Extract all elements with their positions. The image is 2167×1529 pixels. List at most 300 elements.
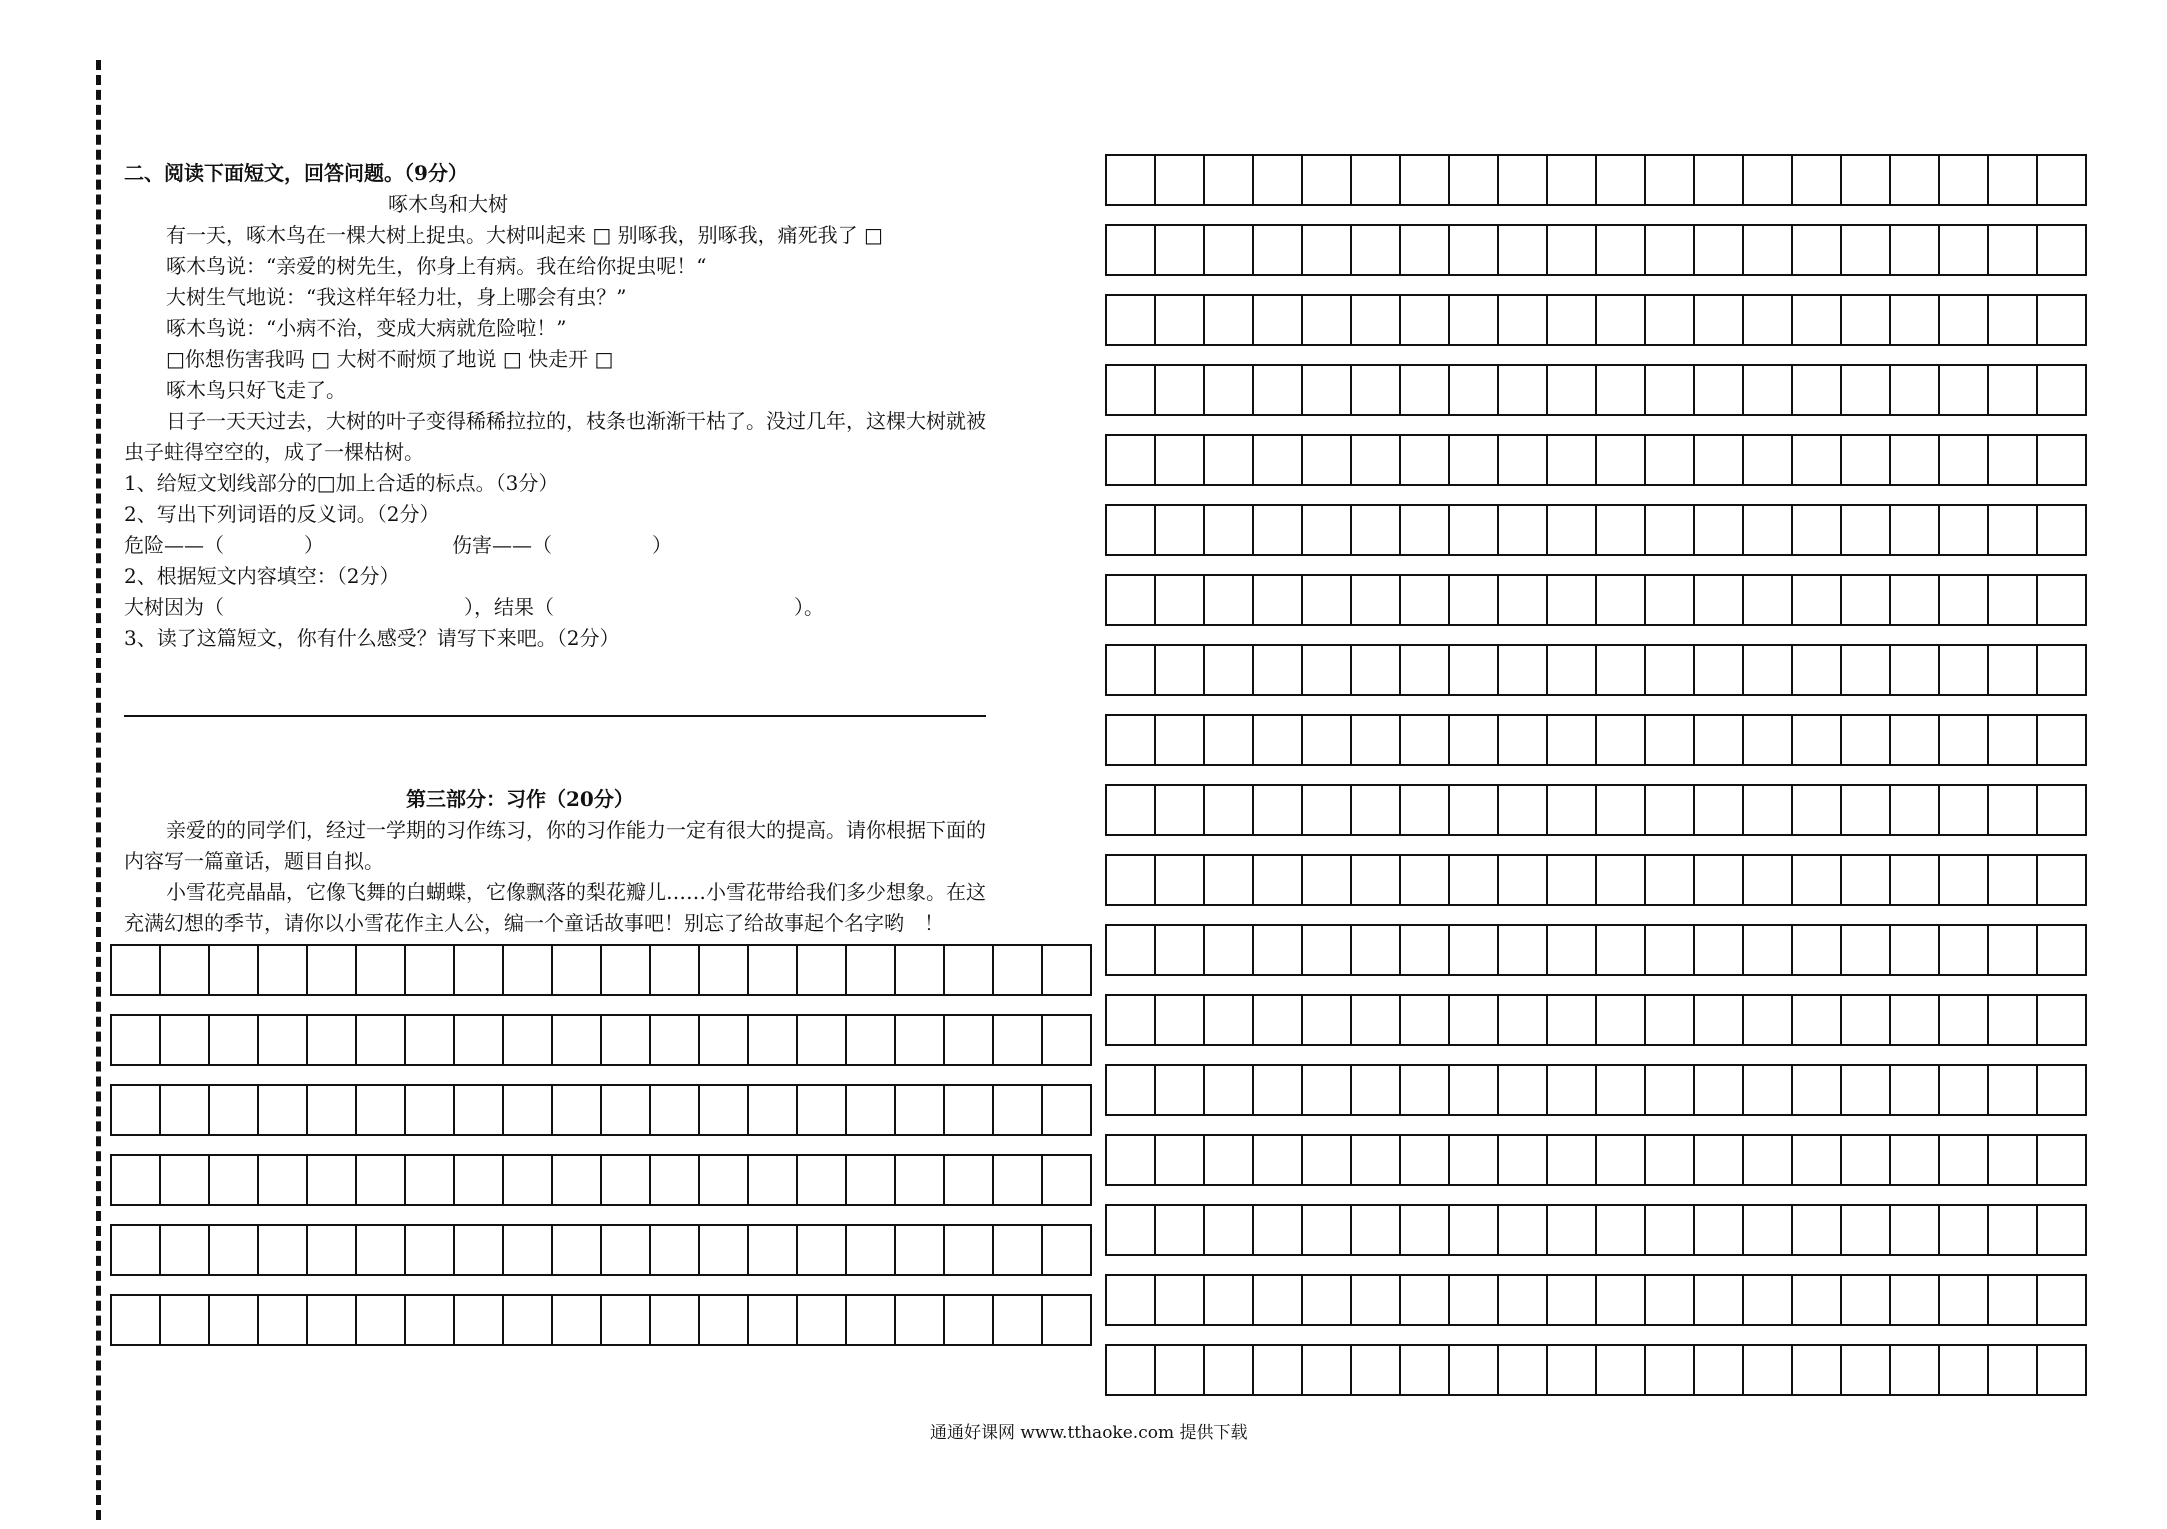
writing-cell[interactable]: [1252, 856, 1301, 904]
writing-cell[interactable]: [1107, 156, 1154, 204]
writing-cell[interactable]: [1497, 1206, 1546, 1254]
writing-cell[interactable]: [1840, 646, 1889, 694]
writing-cell[interactable]: [1644, 996, 1693, 1044]
writing-cell[interactable]: [1546, 1346, 1595, 1394]
writing-cell[interactable]: [1644, 716, 1693, 764]
writing-cell[interactable]: [1203, 576, 1252, 624]
writing-cell[interactable]: [698, 946, 747, 994]
writing-cell[interactable]: [1154, 226, 1203, 274]
writing-cell[interactable]: [1350, 646, 1399, 694]
writing-cell[interactable]: [1203, 1136, 1252, 1184]
writing-cell[interactable]: [1644, 856, 1693, 904]
writing-cell[interactable]: [257, 1016, 306, 1064]
writing-cell[interactable]: [1889, 436, 1938, 484]
writing-cell[interactable]: [404, 1156, 453, 1204]
writing-cell[interactable]: [1889, 926, 1938, 974]
writing-cell[interactable]: [698, 1156, 747, 1204]
writing-cell[interactable]: [1987, 1136, 2036, 1184]
writing-cell[interactable]: [112, 1296, 159, 1344]
writing-cell[interactable]: [1840, 366, 1889, 414]
writing-cell[interactable]: [1497, 436, 1546, 484]
writing-cell[interactable]: [1938, 156, 1987, 204]
writing-cell[interactable]: [1350, 506, 1399, 554]
writing-cell[interactable]: [1154, 856, 1203, 904]
writing-cell[interactable]: [992, 1226, 1041, 1274]
writing-cell[interactable]: [1840, 576, 1889, 624]
writing-cell[interactable]: [1987, 856, 2036, 904]
writing-cell[interactable]: [1889, 646, 1938, 694]
writing-cell[interactable]: [1154, 926, 1203, 974]
writing-cell[interactable]: [894, 1226, 943, 1274]
writing-cell[interactable]: [502, 946, 551, 994]
writing-cell[interactable]: [1840, 856, 1889, 904]
writing-cell[interactable]: [1497, 1346, 1546, 1394]
writing-cell[interactable]: [1938, 1276, 1987, 1324]
writing-cell[interactable]: [1644, 436, 1693, 484]
writing-cell[interactable]: [1840, 436, 1889, 484]
writing-cell[interactable]: [1693, 716, 1742, 764]
writing-cell[interactable]: [1742, 926, 1791, 974]
writing-cell[interactable]: [1644, 296, 1693, 344]
writing-cell[interactable]: [894, 1016, 943, 1064]
writing-cell[interactable]: [1987, 296, 2036, 344]
writing-cell[interactable]: [1840, 1276, 1889, 1324]
writing-cell[interactable]: [1546, 156, 1595, 204]
writing-cell[interactable]: [1840, 156, 1889, 204]
writing-cell[interactable]: [2036, 856, 2085, 904]
writing-cell[interactable]: [1595, 506, 1644, 554]
writing-cell[interactable]: [1497, 576, 1546, 624]
writing-cell[interactable]: [1742, 1136, 1791, 1184]
writing-cell[interactable]: [1987, 786, 2036, 834]
writing-cell[interactable]: [1399, 1276, 1448, 1324]
writing-cell[interactable]: [1497, 926, 1546, 974]
writing-cell[interactable]: [1546, 506, 1595, 554]
writing-cell[interactable]: [1448, 1276, 1497, 1324]
writing-cell[interactable]: [208, 946, 257, 994]
writing-cell[interactable]: [453, 946, 502, 994]
writing-cell[interactable]: [894, 1086, 943, 1134]
writing-cell[interactable]: [1791, 226, 1840, 274]
writing-cell[interactable]: [796, 1016, 845, 1064]
writing-cell[interactable]: [649, 1086, 698, 1134]
writing-cell[interactable]: [1252, 506, 1301, 554]
writing-cell[interactable]: [112, 946, 159, 994]
writing-cell[interactable]: [1350, 366, 1399, 414]
writing-cell[interactable]: [1693, 296, 1742, 344]
writing-cell[interactable]: [1448, 156, 1497, 204]
writing-cell[interactable]: [649, 1226, 698, 1274]
writing-cell[interactable]: [1448, 646, 1497, 694]
writing-cell[interactable]: [698, 1016, 747, 1064]
writing-cell[interactable]: [1107, 1206, 1154, 1254]
writing-cell[interactable]: [1107, 856, 1154, 904]
writing-cell[interactable]: [1889, 506, 1938, 554]
writing-cell[interactable]: [1595, 1066, 1644, 1114]
writing-cell[interactable]: [1644, 156, 1693, 204]
writing-cell[interactable]: [404, 946, 453, 994]
writing-cell[interactable]: [1791, 436, 1840, 484]
writing-cell[interactable]: [1350, 436, 1399, 484]
writing-cell[interactable]: [845, 1086, 894, 1134]
writing-cell[interactable]: [1889, 716, 1938, 764]
writing-cell[interactable]: [1595, 926, 1644, 974]
writing-cell[interactable]: [1595, 156, 1644, 204]
writing-cell[interactable]: [1693, 856, 1742, 904]
writing-cell[interactable]: [2036, 576, 2085, 624]
writing-cell[interactable]: [1497, 646, 1546, 694]
writing-cell[interactable]: [649, 1016, 698, 1064]
writing-cell[interactable]: [257, 1296, 306, 1344]
writing-cell[interactable]: [1448, 1066, 1497, 1114]
writing-cell[interactable]: [404, 1226, 453, 1274]
writing-cell[interactable]: [1252, 576, 1301, 624]
writing-cell[interactable]: [1742, 436, 1791, 484]
writing-cell[interactable]: [1107, 436, 1154, 484]
writing-cell[interactable]: [159, 1156, 208, 1204]
writing-cell[interactable]: [1791, 1066, 1840, 1114]
writing-cell[interactable]: [1203, 366, 1252, 414]
writing-cell[interactable]: [1791, 786, 1840, 834]
writing-cell[interactable]: [1889, 1066, 1938, 1114]
writing-cell[interactable]: [943, 1156, 992, 1204]
writing-cell[interactable]: [1742, 996, 1791, 1044]
writing-cell[interactable]: [1107, 1276, 1154, 1324]
writing-cell[interactable]: [943, 1086, 992, 1134]
writing-cell[interactable]: [1497, 506, 1546, 554]
writing-cell[interactable]: [1350, 1346, 1399, 1394]
writing-cell[interactable]: [1693, 1136, 1742, 1184]
writing-cell[interactable]: [894, 1296, 943, 1344]
writing-cell[interactable]: [1889, 366, 1938, 414]
writing-cell[interactable]: [2036, 436, 2085, 484]
writing-cell[interactable]: [306, 1086, 355, 1134]
writing-cell[interactable]: [1595, 1346, 1644, 1394]
writing-cell[interactable]: [1791, 646, 1840, 694]
writing-cell[interactable]: [502, 1016, 551, 1064]
writing-cell[interactable]: [1644, 506, 1693, 554]
writing-cell[interactable]: [551, 946, 600, 994]
writing-cell[interactable]: [551, 1226, 600, 1274]
writing-cell[interactable]: [112, 1086, 159, 1134]
writing-cell[interactable]: [1107, 926, 1154, 974]
writing-cell[interactable]: [1252, 296, 1301, 344]
writing-cell[interactable]: [1301, 716, 1350, 764]
writing-cell[interactable]: [1791, 1276, 1840, 1324]
writing-cell[interactable]: [747, 1156, 796, 1204]
writing-cell[interactable]: [1399, 1066, 1448, 1114]
writing-cell[interactable]: [845, 1226, 894, 1274]
writing-cell[interactable]: [1203, 156, 1252, 204]
writing-cell[interactable]: [1546, 716, 1595, 764]
writing-cell[interactable]: [1350, 716, 1399, 764]
writing-cell[interactable]: [1595, 436, 1644, 484]
writing-cell[interactable]: [1399, 786, 1448, 834]
writing-cell[interactable]: [1889, 1136, 1938, 1184]
writing-cell[interactable]: [1889, 1346, 1938, 1394]
writing-cell[interactable]: [1742, 856, 1791, 904]
writing-cell[interactable]: [1301, 996, 1350, 1044]
writing-cell[interactable]: [208, 1226, 257, 1274]
writing-cell[interactable]: [1350, 926, 1399, 974]
writing-cell[interactable]: [1107, 296, 1154, 344]
writing-cell[interactable]: [502, 1086, 551, 1134]
writing-cell[interactable]: [1644, 926, 1693, 974]
writing-cell[interactable]: [796, 1296, 845, 1344]
writing-cell[interactable]: [1203, 1066, 1252, 1114]
writing-cell[interactable]: [1448, 576, 1497, 624]
writing-cell[interactable]: [159, 946, 208, 994]
writing-cell[interactable]: [1693, 1206, 1742, 1254]
writing-cell[interactable]: [1399, 926, 1448, 974]
writing-cell[interactable]: [1203, 296, 1252, 344]
writing-cell[interactable]: [1546, 576, 1595, 624]
writing-cell[interactable]: [1742, 226, 1791, 274]
writing-cell[interactable]: [1350, 786, 1399, 834]
writing-cell[interactable]: [1644, 1136, 1693, 1184]
writing-cell[interactable]: [502, 1296, 551, 1344]
writing-cell[interactable]: [1644, 786, 1693, 834]
writing-cell[interactable]: [1252, 366, 1301, 414]
writing-cell[interactable]: [1889, 1206, 1938, 1254]
writing-cell[interactable]: [1938, 716, 1987, 764]
writing-cell[interactable]: [1301, 856, 1350, 904]
writing-cell[interactable]: [1350, 1206, 1399, 1254]
writing-cell[interactable]: [1350, 226, 1399, 274]
writing-cell[interactable]: [1791, 996, 1840, 1044]
writing-cell[interactable]: [1301, 1276, 1350, 1324]
writing-cell[interactable]: [1987, 1276, 2036, 1324]
writing-cell[interactable]: [1840, 926, 1889, 974]
writing-cell[interactable]: [112, 1226, 159, 1274]
writing-cell[interactable]: [1987, 506, 2036, 554]
writing-cell[interactable]: [1399, 1206, 1448, 1254]
writing-cell[interactable]: [1938, 296, 1987, 344]
writing-cell[interactable]: [355, 946, 404, 994]
writing-cell[interactable]: [355, 1156, 404, 1204]
writing-cell[interactable]: [1252, 996, 1301, 1044]
writing-cell[interactable]: [1644, 1066, 1693, 1114]
writing-cell[interactable]: [1938, 436, 1987, 484]
writing-cell[interactable]: [1791, 856, 1840, 904]
writing-cell[interactable]: [208, 1016, 257, 1064]
writing-cell[interactable]: [551, 1016, 600, 1064]
writing-cell[interactable]: [1301, 786, 1350, 834]
writing-cell[interactable]: [1448, 786, 1497, 834]
writing-cell[interactable]: [747, 1016, 796, 1064]
writing-cell[interactable]: [1350, 156, 1399, 204]
writing-cell[interactable]: [1840, 716, 1889, 764]
writing-cell[interactable]: [306, 1296, 355, 1344]
writing-cell[interactable]: [1107, 786, 1154, 834]
writing-cell[interactable]: [306, 946, 355, 994]
writing-cell[interactable]: [1107, 1136, 1154, 1184]
writing-cell[interactable]: [1497, 156, 1546, 204]
writing-cell[interactable]: [894, 946, 943, 994]
writing-cell[interactable]: [1107, 366, 1154, 414]
writing-cell[interactable]: [1350, 1136, 1399, 1184]
writing-cell[interactable]: [1399, 716, 1448, 764]
writing-cell[interactable]: [404, 1086, 453, 1134]
writing-cell[interactable]: [453, 1226, 502, 1274]
writing-cell[interactable]: [1546, 646, 1595, 694]
writing-cell[interactable]: [1595, 1206, 1644, 1254]
writing-cell[interactable]: [1041, 1016, 1090, 1064]
writing-cell[interactable]: [1154, 506, 1203, 554]
writing-cell[interactable]: [1301, 296, 1350, 344]
writing-cell[interactable]: [2036, 716, 2085, 764]
writing-cell[interactable]: [1938, 576, 1987, 624]
writing-cell[interactable]: [1448, 1346, 1497, 1394]
writing-cell[interactable]: [1154, 1136, 1203, 1184]
writing-cell[interactable]: [1546, 1206, 1595, 1254]
writing-cell[interactable]: [208, 1296, 257, 1344]
writing-cell[interactable]: [1203, 1276, 1252, 1324]
writing-cell[interactable]: [796, 1226, 845, 1274]
writing-cell[interactable]: [1107, 996, 1154, 1044]
writing-cell[interactable]: [1987, 716, 2036, 764]
writing-cell[interactable]: [1448, 1206, 1497, 1254]
writing-cell[interactable]: [1840, 1206, 1889, 1254]
writing-cell[interactable]: [404, 1016, 453, 1064]
writing-cell[interactable]: [1938, 506, 1987, 554]
writing-cell[interactable]: [1497, 366, 1546, 414]
writing-cell[interactable]: [1154, 1346, 1203, 1394]
writing-cell[interactable]: [1203, 506, 1252, 554]
writing-cell[interactable]: [551, 1156, 600, 1204]
writing-cell[interactable]: [796, 946, 845, 994]
writing-cell[interactable]: [1595, 996, 1644, 1044]
writing-cell[interactable]: [1301, 1136, 1350, 1184]
writing-cell[interactable]: [1595, 576, 1644, 624]
writing-cell[interactable]: [257, 1156, 306, 1204]
writing-cell[interactable]: [1791, 1206, 1840, 1254]
writing-cell[interactable]: [1107, 506, 1154, 554]
writing-cell[interactable]: [1350, 296, 1399, 344]
writing-cell[interactable]: [1693, 156, 1742, 204]
writing-cell[interactable]: [649, 946, 698, 994]
writing-cell[interactable]: [1644, 1346, 1693, 1394]
writing-cell[interactable]: [551, 1086, 600, 1134]
writing-cell[interactable]: [1252, 646, 1301, 694]
writing-cell[interactable]: [1889, 156, 1938, 204]
writing-cell[interactable]: [1301, 226, 1350, 274]
writing-cell[interactable]: [1107, 1346, 1154, 1394]
writing-cell[interactable]: [1889, 296, 1938, 344]
writing-cell[interactable]: [1350, 1276, 1399, 1324]
writing-cell[interactable]: [1546, 996, 1595, 1044]
writing-cell[interactable]: [1546, 1136, 1595, 1184]
writing-cell[interactable]: [1107, 716, 1154, 764]
writing-cell[interactable]: [1889, 576, 1938, 624]
writing-cell[interactable]: [306, 1226, 355, 1274]
writing-cell[interactable]: [1399, 576, 1448, 624]
writing-cell[interactable]: [2036, 296, 2085, 344]
writing-cell[interactable]: [698, 1296, 747, 1344]
writing-cell[interactable]: [600, 1226, 649, 1274]
writing-cell[interactable]: [1840, 296, 1889, 344]
writing-cell[interactable]: [1595, 1136, 1644, 1184]
writing-cell[interactable]: [1938, 996, 1987, 1044]
writing-cell[interactable]: [1791, 926, 1840, 974]
writing-cell[interactable]: [943, 1016, 992, 1064]
writing-cell[interactable]: [600, 1086, 649, 1134]
writing-cell[interactable]: [943, 946, 992, 994]
writing-cell[interactable]: [1644, 1206, 1693, 1254]
writing-cell[interactable]: [747, 1226, 796, 1274]
writing-cell[interactable]: [1693, 436, 1742, 484]
writing-cell[interactable]: [1840, 506, 1889, 554]
writing-cell[interactable]: [257, 1086, 306, 1134]
writing-cell[interactable]: [600, 1296, 649, 1344]
writing-cell[interactable]: [2036, 646, 2085, 694]
writing-cell[interactable]: [1350, 996, 1399, 1044]
writing-cell[interactable]: [1301, 926, 1350, 974]
writing-cell[interactable]: [1497, 226, 1546, 274]
writing-cell[interactable]: [1203, 716, 1252, 764]
writing-cell[interactable]: [992, 1016, 1041, 1064]
writing-cell[interactable]: [1252, 226, 1301, 274]
writing-cell[interactable]: [796, 1086, 845, 1134]
writing-cell[interactable]: [112, 1016, 159, 1064]
writing-cell[interactable]: [1693, 1066, 1742, 1114]
writing-cell[interactable]: [649, 1296, 698, 1344]
writing-cell[interactable]: [502, 1156, 551, 1204]
writing-cell[interactable]: [1546, 926, 1595, 974]
writing-cell[interactable]: [1987, 436, 2036, 484]
writing-cell[interactable]: [1791, 1346, 1840, 1394]
writing-cell[interactable]: [1546, 1066, 1595, 1114]
writing-cell[interactable]: [1399, 1136, 1448, 1184]
writing-cell[interactable]: [1448, 296, 1497, 344]
writing-cell[interactable]: [1546, 226, 1595, 274]
writing-cell[interactable]: [1154, 786, 1203, 834]
writing-cell[interactable]: [1938, 1206, 1987, 1254]
writing-cell[interactable]: [1595, 226, 1644, 274]
writing-cell[interactable]: [1987, 576, 2036, 624]
writing-cell[interactable]: [159, 1226, 208, 1274]
writing-cell[interactable]: [1399, 1346, 1448, 1394]
writing-cell[interactable]: [1840, 226, 1889, 274]
writing-cell[interactable]: [1987, 226, 2036, 274]
writing-cell[interactable]: [1889, 856, 1938, 904]
writing-cell[interactable]: [1889, 1276, 1938, 1324]
writing-cell[interactable]: [355, 1086, 404, 1134]
writing-cell[interactable]: [306, 1156, 355, 1204]
writing-cell[interactable]: [1742, 716, 1791, 764]
writing-cell[interactable]: [992, 1156, 1041, 1204]
writing-cell[interactable]: [2036, 156, 2085, 204]
writing-cell[interactable]: [1987, 996, 2036, 1044]
writing-cell[interactable]: [1252, 926, 1301, 974]
writing-cell[interactable]: [992, 1296, 1041, 1344]
writing-cell[interactable]: [1742, 366, 1791, 414]
writing-cell[interactable]: [1107, 226, 1154, 274]
writing-cell[interactable]: [1742, 1346, 1791, 1394]
writing-cell[interactable]: [1987, 646, 2036, 694]
writing-cell[interactable]: [1301, 576, 1350, 624]
writing-cell[interactable]: [1399, 856, 1448, 904]
writing-cell[interactable]: [1938, 366, 1987, 414]
writing-cell[interactable]: [1938, 1136, 1987, 1184]
writing-cell[interactable]: [2036, 366, 2085, 414]
writing-cell[interactable]: [1399, 156, 1448, 204]
writing-cell[interactable]: [1252, 156, 1301, 204]
writing-cell[interactable]: [992, 1086, 1041, 1134]
writing-cell[interactable]: [1595, 716, 1644, 764]
writing-cell[interactable]: [1791, 576, 1840, 624]
writing-cell[interactable]: [1497, 1066, 1546, 1114]
